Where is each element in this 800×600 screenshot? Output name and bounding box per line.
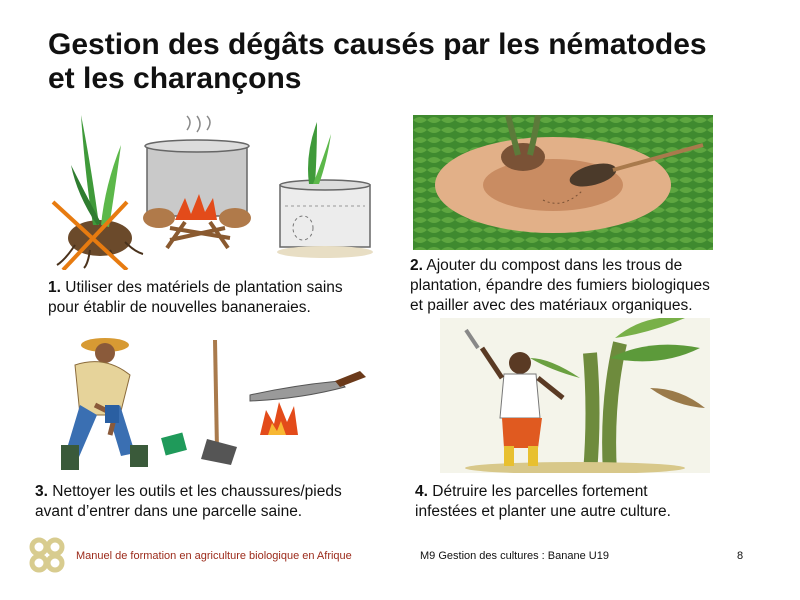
panel-1-number: 1. (48, 279, 61, 296)
panel-1-line-2: pour établir de nouvelles bananeraies. (48, 299, 311, 316)
slide-title-line-1: Gestion des dégâts causés par les nématodes (48, 28, 707, 61)
knot-logo-icon (26, 534, 68, 576)
diseased-sucker-icon (53, 115, 143, 270)
panel-1-line-1: Utiliser des matériels de plantation sains (65, 279, 343, 296)
panel-4-line-1: Détruire les parcelles fortement (432, 483, 648, 500)
hoe-icon (161, 340, 237, 465)
panel-4-number: 4. (415, 483, 428, 500)
panel-3-number: 3. (35, 483, 48, 500)
panel-2-line-1: Ajouter du compost dans les trous de (426, 257, 683, 274)
illustration-clean-tools (35, 335, 385, 475)
panel-4-caption (415, 482, 765, 522)
page-number: 8 (737, 550, 744, 562)
illustration-healthy-planting-material (35, 110, 380, 270)
panel-3-caption (35, 482, 405, 522)
panel-2-caption (410, 256, 770, 316)
panel-1-caption (48, 278, 388, 318)
footer-module: M9 Gestion des cultures : Banane U19 (420, 550, 609, 562)
slide-title-line-2: et les charançons (48, 62, 302, 95)
panel-3-line-1: Nettoyer les outils et les chaussures/pieds (52, 483, 342, 500)
panel-3-line-2: avant d’entrer dans une parcelle saine. (35, 503, 303, 520)
boiling-pot-icon (143, 116, 251, 248)
panel-2-line-3: et pailler avec des matériaux organiques. (410, 297, 693, 314)
farmer-washing-icon (61, 338, 148, 470)
sucker-in-pot-icon (277, 122, 373, 258)
panel-4-line-2: infestées et planter une autre culture. (415, 503, 671, 520)
slide-title (48, 28, 768, 96)
footer-manual-title: Manuel de formation en agriculture biologique en Afrique (76, 550, 352, 562)
illustration-destroy-infested (440, 318, 710, 473)
machete-fire-icon (250, 371, 366, 435)
panel-2-line-2: plantation, épandre des fumiers biologiques (410, 277, 710, 294)
illustration-compost-mulch (413, 115, 713, 250)
panel-2-number: 2. (410, 257, 423, 274)
